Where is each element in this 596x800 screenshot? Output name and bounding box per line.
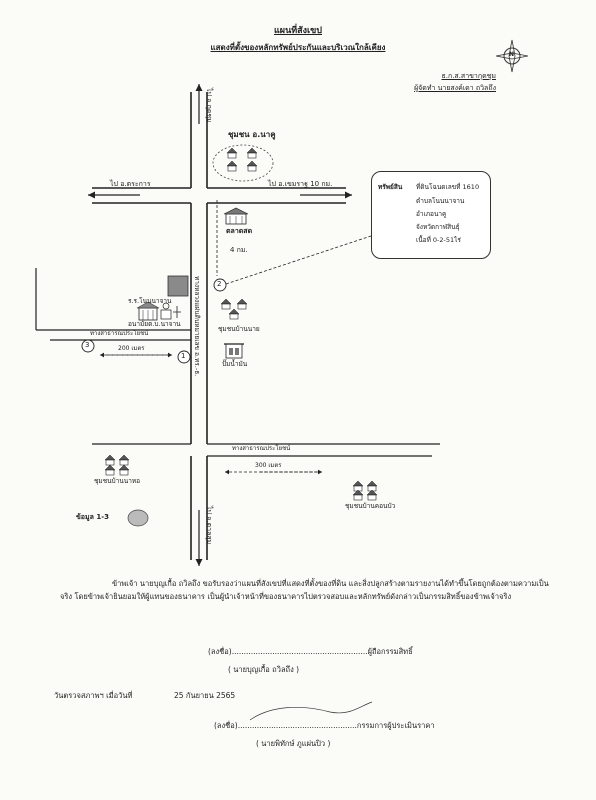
house-icon <box>367 481 377 486</box>
house-icon <box>238 304 246 309</box>
house-cluster-ban-khok <box>353 481 377 500</box>
info-line-1: ที่ดินโฉนดเลขที่ 1610 <box>416 183 480 191</box>
house-icon <box>106 460 114 465</box>
market-distance: 4 กม. <box>230 246 248 254</box>
community-ban-khok-label: ชุมชนบ้านคอนบัว <box>345 502 396 510</box>
signature-scribble <box>250 702 372 720</box>
health-center-icon <box>161 303 181 319</box>
house-icon <box>354 495 362 500</box>
inspection-date: 25 กันยายน 2565 <box>174 691 236 700</box>
road-label-main: ทางหลวงแผ่นดินหมายเลข อ.ทร.-ธ. <box>193 276 201 377</box>
marker-2-label: 2 <box>217 280 222 288</box>
house-icon <box>247 161 257 166</box>
owner-signature-line: (ลงชื่อ).........................................................ผู้ถือกรรมสิทธิ์ <box>208 647 413 656</box>
house-icon <box>120 460 128 465</box>
road-east-west <box>88 188 352 203</box>
property-info-box <box>371 171 491 259</box>
house-icon <box>248 166 256 171</box>
lane-bottom-distance: 300 เมตร <box>255 462 282 469</box>
house-icon <box>230 314 238 319</box>
info-line-5: เนื้อที่ 0-2-51ไร่ <box>416 236 461 244</box>
house-icon <box>247 148 257 153</box>
house-icon <box>248 153 256 158</box>
house-icon <box>222 304 230 309</box>
house-icon <box>120 470 128 475</box>
lane-bottom-label: ทางสาธารณประโยชน์ <box>232 445 291 452</box>
gas-station-icon <box>224 344 244 358</box>
house-icon <box>119 455 129 460</box>
lane-left-label: ทางสาธารณประโยชน์ <box>90 330 149 337</box>
school-label: ร.ร.โนนนาจาน <box>128 297 172 305</box>
house-icon <box>105 455 115 460</box>
info-line-3: อำเภอนาคู <box>416 210 447 218</box>
officer-name: ( นายพิทักษ์ ภูแผ่นปิว ) <box>256 739 331 748</box>
house-icon <box>119 465 129 470</box>
info-label: ทรัพย์สิน <box>378 183 403 191</box>
certification-statement <box>60 577 560 603</box>
leader-line <box>226 236 371 284</box>
subject-plot <box>168 276 188 296</box>
house-cluster-ban-nai <box>221 299 247 319</box>
house-icon <box>106 470 114 475</box>
house-icon <box>228 166 236 171</box>
house-icon <box>353 481 363 486</box>
marker-1-label: 1 <box>181 352 186 360</box>
info-line-2: ตำบลโนนนาจาน <box>416 197 465 205</box>
data-ref-oval <box>128 510 148 526</box>
prepared-by: ผู้จัดทำ นายสงค์เดา ถวิลถึง <box>414 84 496 92</box>
house-icon <box>228 153 236 158</box>
house-icon <box>227 148 237 153</box>
market-icon <box>224 208 248 224</box>
house-icon <box>227 161 237 166</box>
road-label-north: ไป อ.กุดชุม <box>205 88 213 123</box>
road-label-east: ไป อ.เขมราฐ 10 กม. <box>268 180 333 188</box>
house-icon <box>105 465 115 470</box>
compass-label: N <box>509 51 515 58</box>
owner-name: ( นายบุญเกื้อ ถวิลถึง ) <box>228 665 300 674</box>
bank-branch: ธ.ก.ส.สาขากุดชุม <box>441 72 496 80</box>
community-ban-nai-label: ชุมชนบ้านนาย <box>218 325 260 333</box>
community-ban-na-yo-label: ชุมชนบ้านนาหอ <box>94 477 141 485</box>
house-cluster-ban-na-yo <box>105 455 129 475</box>
left-distance: 200 เมตร <box>118 345 145 352</box>
officer-signature-line: (ลงชื่อ)..................................................กรรมการผู้ประเมินราคา <box>214 721 435 730</box>
gas-station-label: ปั๊มน้ำมัน <box>222 360 248 368</box>
inspection-date-label: วันตรวจสภาพฯ เมื่อวันที่ <box>54 691 133 700</box>
marker-3-label: 3 <box>85 341 90 349</box>
statement-text: ข้าพเจ้า นายบุญเกื้อ ถวิลถึง ขอรับรองว่าแผนที่สังเขปที่แสดงที่ตั้งของที่ดิน และสิ่งปลูกสร้างตามรายงานได้ทำขึ้นโดยถูกต้องตามความเป็นจริง โดยข้าพเจ้ายินยอมให้ผู้แทนของธนาคาร เป็นผู้นำเจ้าหน้าที่ของธนาคารไปตรวจสอบและหลักทรัพย์ดังกล่าวเป็นกรรมสิทธิ์ของข้าพเจ้าจริง <box>60 579 549 601</box>
house-icon <box>229 309 239 314</box>
house-cluster-north <box>227 148 257 171</box>
house-icon <box>368 495 376 500</box>
page-subtitle: แสดงที่ตั้งของหลักทรัพย์ประกันและบริเวณใกล้เคียง <box>210 43 386 52</box>
community-north-oval <box>213 145 273 181</box>
house-icon <box>237 299 247 304</box>
road-label-west: ไป อ.ตระการ <box>110 180 151 188</box>
health-center-label: อนามัยต.บ.นาจาน <box>128 320 181 328</box>
data-ref-label: ข้อมูล 1-3 <box>76 513 109 521</box>
market-label: ตลาดสด <box>226 227 253 235</box>
info-line-4: จังหวัดกาฬสินธุ์ <box>416 223 460 231</box>
house-icon <box>221 299 231 304</box>
page-title: แผนที่สังเขป <box>274 26 322 36</box>
road-label-south: ไป อ.ตาลสุม <box>205 506 213 545</box>
community-north-label: ชุมชน อ.นาคู <box>228 130 276 139</box>
